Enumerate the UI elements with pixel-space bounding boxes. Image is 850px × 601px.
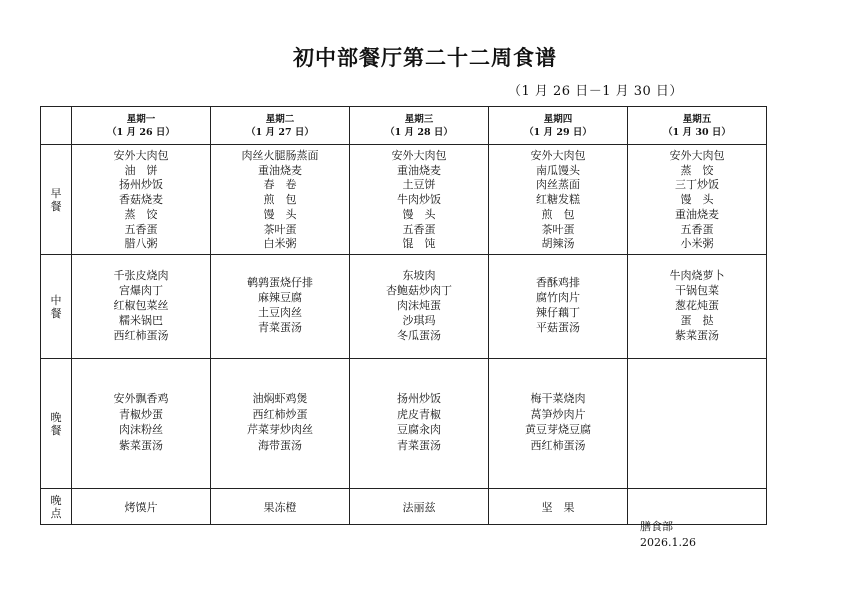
dish: 肉丝火腿肠蒸面	[241, 149, 319, 162]
dish: 青菜蛋汤	[397, 438, 441, 452]
dish: 芹菜芽炒肉丝	[247, 423, 313, 436]
dinner-cell	[72, 359, 211, 489]
dish: 西红柿蛋汤	[530, 438, 586, 452]
meal-label-breakfast	[41, 145, 72, 255]
lunch-cell	[628, 255, 767, 359]
dish: 黄豆芽烧豆腐	[525, 423, 591, 436]
dish: 杏鲍菇炒肉丁	[386, 284, 452, 297]
dish: 东坡肉	[402, 269, 436, 282]
dish: 蒸 饺	[680, 163, 714, 177]
dish: 肉沫粉丝	[119, 423, 163, 436]
meal-label-dinner	[41, 359, 72, 489]
snack-cell: 坚 果	[489, 489, 628, 525]
day-date: （1 月 27 日）	[246, 126, 314, 138]
meal-char: 餐	[50, 199, 62, 213]
day-date: （1 月 28 日）	[385, 126, 453, 138]
footer-date: 2026.1.26	[640, 536, 696, 549]
corner-cell	[41, 107, 72, 145]
dish: 馒 头	[680, 193, 714, 207]
dish: 重油烧麦	[397, 163, 441, 177]
dish: 香酥鸡排	[536, 276, 580, 289]
day-header	[628, 107, 767, 145]
dish: 平菇蛋汤	[536, 321, 580, 334]
dish: 三丁炒饭	[675, 178, 719, 192]
dish: 肉沫炖蛋	[397, 299, 441, 312]
meal-label-lunch	[41, 255, 72, 359]
lunch-cell	[211, 255, 350, 359]
dish: 海带蛋汤	[258, 438, 302, 452]
day-header	[211, 107, 350, 145]
dish: 安外大肉包	[113, 149, 169, 162]
dish: 辣仔藕丁	[536, 306, 580, 319]
day-date: （1 月 30 日）	[663, 126, 731, 138]
dish: 青椒炒蛋	[119, 407, 163, 421]
dish: 西红柿炒蛋	[252, 407, 308, 421]
dish: 春 卷	[263, 178, 297, 192]
dish: 土豆肉丝	[258, 306, 302, 319]
dish: 胡辣汤	[541, 237, 575, 251]
dish: 蛋 挞	[680, 314, 714, 327]
day-name: 星期四	[543, 113, 573, 125]
meal-char: 点	[50, 506, 62, 520]
dish: 冬瓜蛋汤	[397, 329, 441, 342]
breakfast-cell	[350, 145, 489, 255]
breakfast-cell	[72, 145, 211, 255]
dish: 煎 包	[263, 193, 297, 207]
dish: 安外大肉包	[391, 149, 447, 162]
dish: 安外大肉包	[669, 149, 725, 162]
dish: 白米粥	[263, 237, 297, 251]
day-name: 星期三	[404, 113, 434, 125]
dinner-cell	[211, 359, 350, 489]
day-name: 星期五	[682, 113, 712, 125]
dish: 蒸 饺	[124, 207, 158, 221]
dish: 重油烧麦	[258, 163, 302, 177]
dish: 肉丝蒸面	[536, 178, 580, 192]
dish: 麻辣豆腐	[258, 291, 302, 304]
dish: 青菜蛋汤	[258, 321, 302, 334]
dish: 重油烧麦	[675, 207, 719, 221]
lunch-cell	[72, 255, 211, 359]
day-header	[489, 107, 628, 145]
dish: 莴笋炒肉片	[530, 407, 586, 421]
lunch-row	[41, 255, 767, 359]
breakfast-row	[41, 145, 767, 255]
breakfast-cell	[489, 145, 628, 255]
meal-char: 中	[50, 293, 62, 307]
dish: 扬州炒饭	[397, 392, 441, 405]
dish: 紫菜蛋汤	[675, 329, 719, 342]
dish: 牛肉烧萝卜	[669, 269, 725, 282]
dish: 牛肉炒饭	[397, 193, 441, 207]
lunch-cell	[489, 255, 628, 359]
dish: 五香蛋	[124, 222, 158, 236]
dish: 南瓜馒头	[536, 163, 580, 177]
dish: 油 饼	[124, 163, 158, 177]
snack-cell: 烤馍片	[72, 489, 211, 525]
dish: 扬州炒饭	[119, 178, 163, 192]
snack-cell: 果冻橙	[211, 489, 350, 525]
dish: 千张皮烧肉	[113, 269, 169, 282]
dish: 馄 饨	[402, 237, 436, 251]
dinner-cell	[350, 359, 489, 489]
dish: 紫菜蛋汤	[119, 438, 163, 452]
day-header	[350, 107, 489, 145]
meal-char: 餐	[50, 423, 62, 437]
dish: 香菇烧麦	[119, 193, 163, 207]
dish: 煎 包	[541, 207, 575, 221]
dish: 五香蛋	[680, 222, 714, 236]
day-name: 星期一	[126, 113, 156, 125]
meal-char: 晚	[50, 493, 62, 507]
date-range: （1 月 26 日－1 月 30 日）	[508, 84, 683, 99]
dish: 茶叶蛋	[541, 222, 575, 236]
dish: 红糖发糕	[536, 193, 580, 207]
dish: 馒 头	[263, 207, 297, 221]
dinner-cell-empty	[628, 359, 767, 489]
dish: 沙琪玛	[402, 314, 436, 327]
breakfast-cell	[628, 145, 767, 255]
dish: 红椒包菜丝	[113, 299, 169, 312]
dish: 梅干菜烧肉	[530, 392, 586, 405]
dish: 安外大肉包	[530, 149, 586, 162]
meal-char: 餐	[50, 306, 62, 320]
meal-char: 晚	[50, 410, 62, 424]
dish: 糯米锅巴	[119, 314, 163, 327]
day-date: （1 月 29 日）	[524, 126, 592, 138]
dinner-cell	[489, 359, 628, 489]
lunch-cell	[350, 255, 489, 359]
dish: 鹌鹑蛋烧仔排	[247, 276, 313, 289]
dish: 安外飘香鸡	[113, 392, 169, 405]
dish: 豆腐汆肉	[397, 423, 441, 436]
meal-char: 早	[50, 186, 62, 200]
dish: 茶叶蛋	[263, 222, 297, 236]
dish: 西红柿蛋汤	[113, 329, 169, 342]
dish: 土豆饼	[402, 178, 436, 192]
header-row	[41, 107, 767, 145]
dish: 宫爆肉丁	[119, 284, 163, 297]
dish: 油焖虾鸡煲	[252, 392, 308, 405]
dish: 腊八粥	[124, 237, 158, 251]
day-date: （1 月 26 日）	[107, 126, 175, 138]
page-title: 初中部餐厅第二十二周食谱	[293, 45, 557, 70]
dish: 干锅包菜	[675, 284, 719, 297]
dish: 小米粥	[680, 237, 714, 251]
menu-table	[40, 106, 767, 525]
dish: 五香蛋	[402, 222, 436, 236]
day-header	[72, 107, 211, 145]
snack-cell: 法丽兹	[350, 489, 489, 525]
day-name: 星期二	[265, 113, 295, 125]
footer-department: 膳食部	[640, 520, 673, 533]
dish: 馒 头	[402, 207, 436, 221]
dish: 虎皮青椒	[397, 407, 441, 421]
meal-label-snack	[41, 489, 72, 525]
dish: 葱花炖蛋	[675, 299, 719, 312]
dish: 腐竹肉片	[536, 291, 580, 304]
dinner-row	[41, 359, 767, 489]
breakfast-cell	[211, 145, 350, 255]
